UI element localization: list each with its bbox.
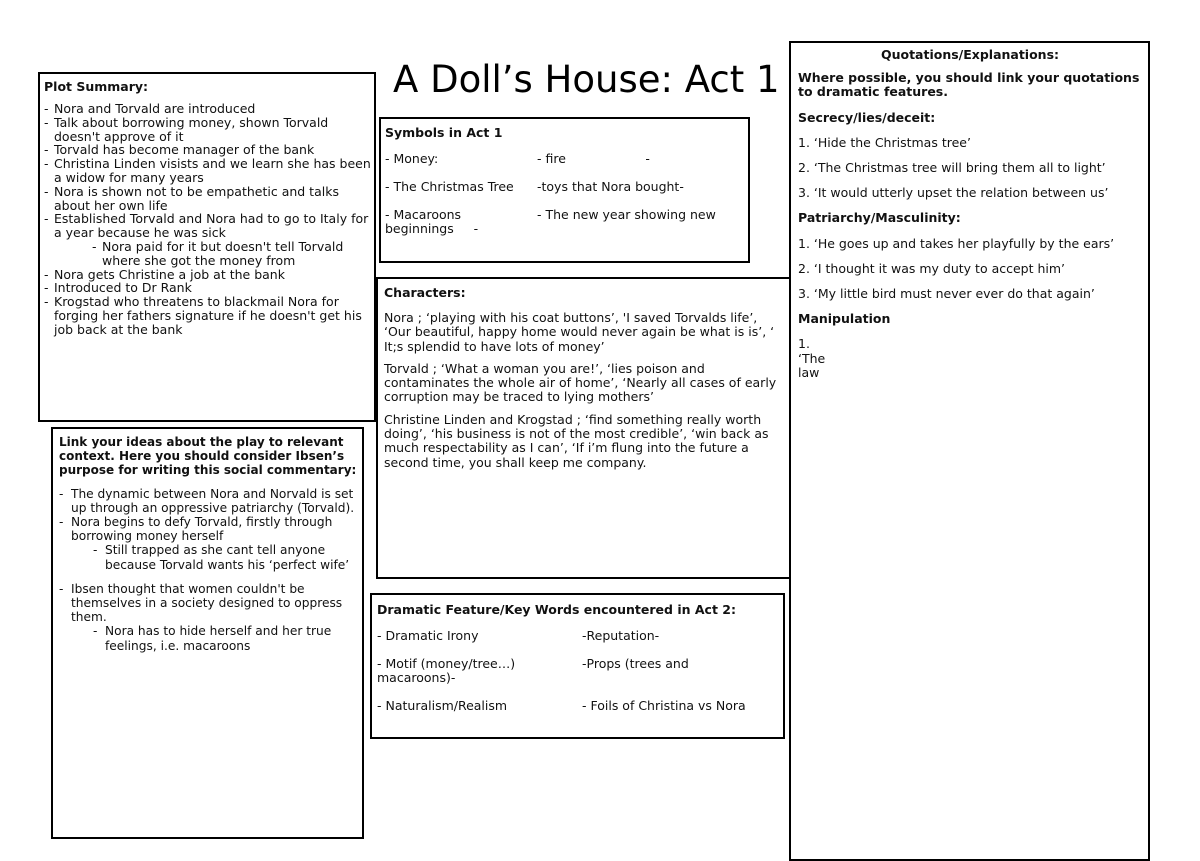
characters-box [376, 277, 794, 579]
list-item: - Nora gets Christine a job at the bank [44, 268, 374, 282]
dramatic-cell [582, 671, 783, 685]
context-heading: Link your ideas about the play to relevant context. Here you should consider Ibsen’s purpose for writing this social commentary: [59, 435, 357, 478]
dramatic-features-box [370, 593, 785, 739]
quote-item: 2. ‘The Christmas tree will bring them all to light’ [798, 160, 1106, 176]
symbol-cell: - Money: [385, 151, 439, 166]
symbol-cell [537, 222, 748, 236]
quote-item: 1. ‘Hide the Christmas tree’ [798, 134, 971, 150]
quotations-box [789, 41, 1150, 861]
character-paragraph: Nora ; ‘playing with his coat buttons’, 'I saved Torvalds life’, ‘Our beautiful, happy home would never again be what is is’, ‘ It;s splendid to have lots of money’ [384, 310, 775, 354]
dramatic-cell: - Motif (money/tree…) [377, 656, 516, 671]
plot-summary-heading: Plot Summary: [44, 79, 149, 94]
symbol-cell: -toys that Nora bought- [537, 179, 684, 194]
context-list [59, 487, 362, 653]
dramatic-cell: - Naturalism/Realism [377, 698, 508, 713]
symbol-cell: - The new year showing new [537, 207, 716, 222]
plot-summary-box [38, 72, 376, 422]
symbol-cell: beginnings - [385, 221, 479, 236]
plot-summary-list [44, 102, 374, 337]
symbol-cell: - fire - [537, 151, 650, 166]
character-paragraph: Christine Linden and Krogstad ; ‘find something really worth doing’, ‘his business is not of the most credible’, ‘win back as much respectability as I can’, ‘If i’m flung into the future a second time, you shall keep me company. [384, 411, 769, 470]
list-item: - Nora and Torvald are introduced [44, 102, 374, 116]
list-item: - Talk about borrowing money, shown Torvald doesn't approve of it [44, 116, 374, 144]
dramatic-cell: macaroons)- [377, 670, 456, 685]
list-item: - Established Torvald and Nora had to go to Italy for a year because he was sick [44, 212, 374, 240]
dramatic-row [377, 629, 783, 643]
symbol-cell: - Macaroons [385, 207, 462, 222]
symbols-row [385, 152, 748, 166]
list-item: - Ibsen thought that women couldn't be themselves in a society designed to oppress them. [59, 582, 362, 625]
list-subitem: - Nora paid for it but doesn't tell Torvald where she got the money from [44, 240, 374, 268]
dramatic-row [377, 699, 783, 713]
context-box [51, 427, 364, 839]
quote-item: 3. ‘My little bird must never ever do that again’ [798, 286, 1095, 302]
dramatic-row [377, 671, 783, 685]
character-paragraph: Torvald ; ‘What a woman you are!’, ‘lies poison and contaminates the whole air of home’, ‘Nearly all cases of early corruption may be traced to lying mothers’ [384, 360, 777, 405]
characters-heading: Characters: [384, 285, 466, 300]
dramatic-heading: Dramatic Feature/Key Words encountered in Act 2: [377, 602, 736, 617]
list-item: - Torvald has become manager of the bank [44, 143, 374, 157]
list-item: - The dynamic between Nora and Norvald is set up through an oppressive patriarchy (Torvald). [59, 487, 362, 515]
symbols-row [385, 208, 748, 222]
list-item: - Nora begins to defy Torvald, firstly through borrowing money herself [59, 515, 362, 543]
section-title-manipulation: Manipulation [798, 311, 891, 327]
quote-item: 3. ‘It would utterly upset the relation between us’ [798, 185, 1109, 201]
list-item: - Krogstad who threatens to blackmail Nora for forging her fathers signature if he doesn't get his job back at the bank [44, 295, 374, 336]
quote-item: 1. [798, 336, 810, 352]
quote-item: 2. ‘I thought it was my duty to accept him’ [798, 260, 1066, 276]
page-title: A Doll’s House: Act 1 [393, 58, 780, 101]
symbols-box [379, 117, 750, 263]
symbols-row [385, 222, 748, 236]
list-item: - Nora is shown not to be empathetic and talks about her own life [44, 185, 374, 213]
symbol-cell: - The Christmas Tree [385, 179, 514, 194]
quotations-intro: Where possible, you should link your quotations to dramatic features. [798, 70, 1140, 100]
list-item: - Introduced to Dr Rank [44, 281, 374, 295]
list-item: - Christina Linden visists and we learn she has been a widow for many years [44, 157, 374, 185]
list-subitem: - Still trapped as she cant tell anyone because Torvald wants his ‘perfect wife’ [59, 543, 362, 571]
dramatic-cell: -Props (trees and [582, 656, 689, 671]
quotations-heading: Quotations/Explanations: [880, 47, 1060, 62]
quote-item: 1. ‘He goes up and takes her playfully by the ears’ [798, 235, 1115, 251]
section-title-secrecy: Secrecy/lies/deceit: [798, 109, 936, 125]
section-title-patriarchy: Patriarchy/Masculinity: [798, 210, 961, 226]
quote-item: ‘The [798, 350, 826, 366]
list-subitem: - Nora has to hide herself and her true feelings, i.e. macaroons [59, 624, 362, 652]
dramatic-cell: -Reputation- [582, 628, 660, 643]
dramatic-cell: - Dramatic Irony [377, 628, 479, 643]
symbols-heading: Symbols in Act 1 [385, 125, 503, 140]
dramatic-row [377, 657, 783, 671]
quote-item: law [798, 364, 820, 380]
dramatic-cell: - Foils of Christina vs Nora [582, 698, 746, 713]
symbols-row [385, 180, 748, 194]
